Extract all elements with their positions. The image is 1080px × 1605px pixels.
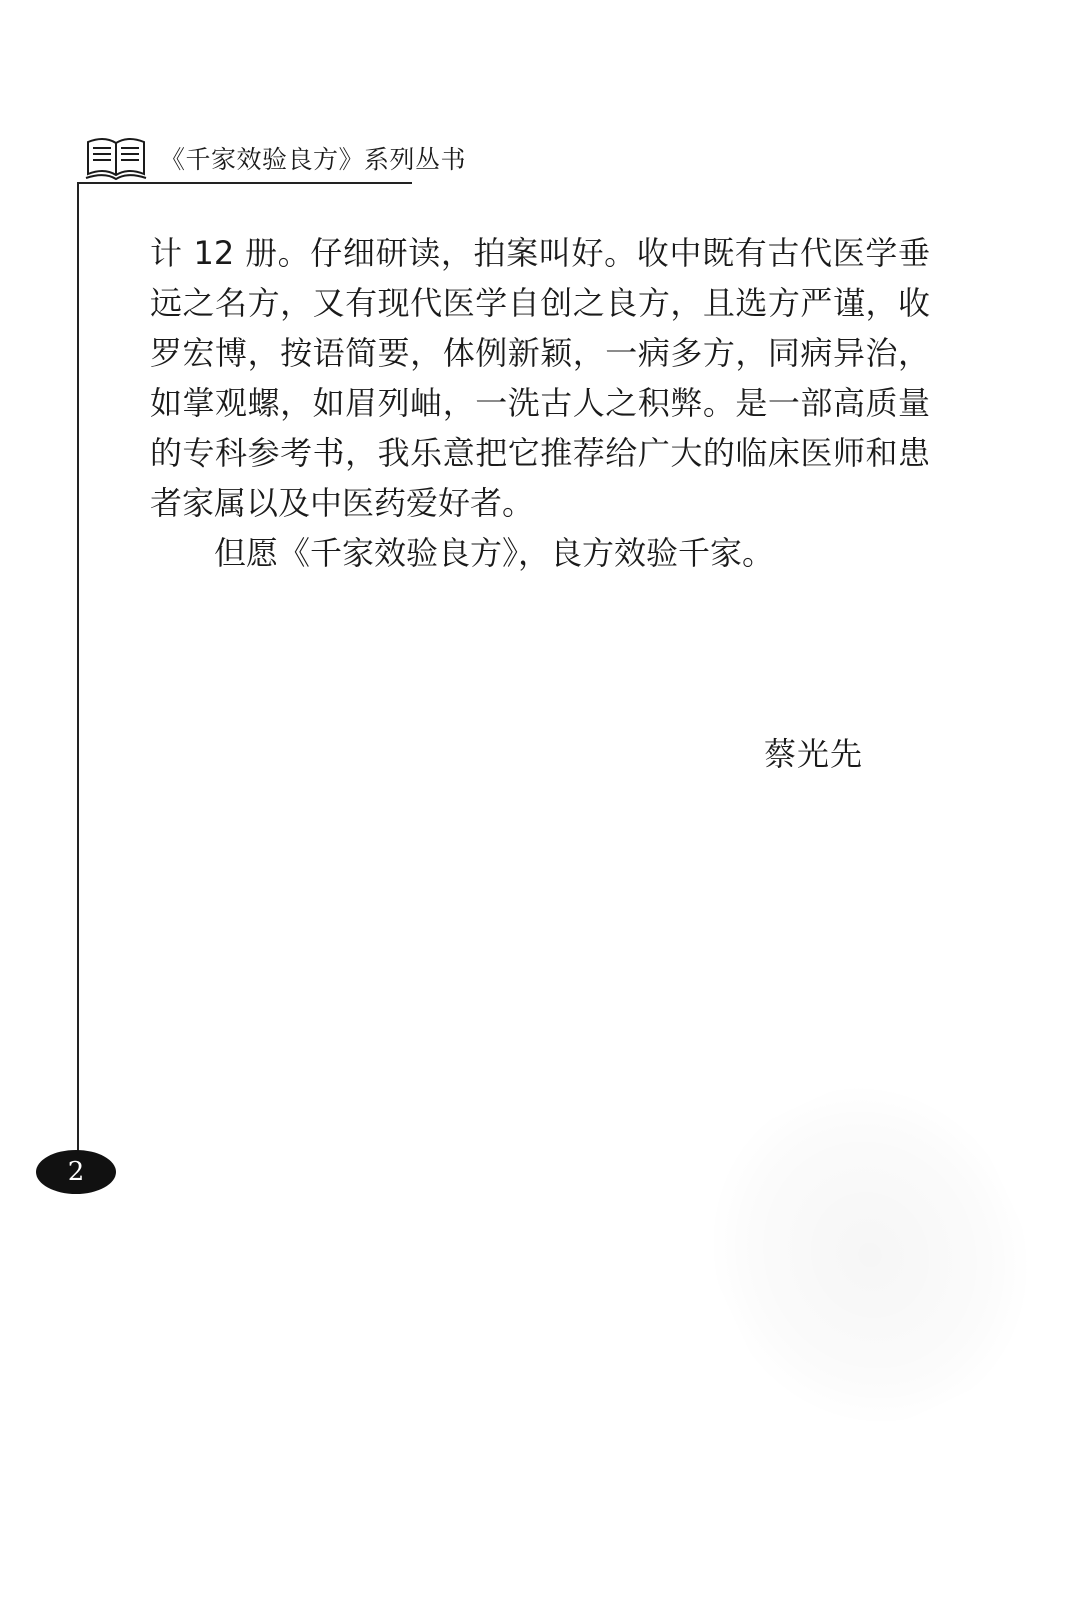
margin-divider xyxy=(77,182,79,1172)
header-divider xyxy=(78,182,412,184)
body-text xyxy=(150,228,930,578)
series-title: 《千家效验良方》系列丛书 xyxy=(160,145,467,174)
scan-shadow xyxy=(664,1042,1075,1468)
open-book-icon xyxy=(84,134,148,184)
paragraph: 但愿《千家效验良方》，良方效验千家。 xyxy=(214,534,775,572)
page-number: 2 xyxy=(36,1150,116,1194)
author-signature: 蔡光先 xyxy=(764,735,864,773)
paragraph: 计 12 册。仔细研读，拍案叫好。收中既有古代医学垂远之名方，又有现代医学自创之良方，且选方严谨，收罗宏博，按语简要，体例新颖，一病多方，同病异治，如掌观螺，如眉列岫，一洗古人之积弊。是一部高质量的专科参考书，我乐意把它推荐给广大的临床医师和患者家属以及中医药爱好者。 xyxy=(150,234,930,522)
